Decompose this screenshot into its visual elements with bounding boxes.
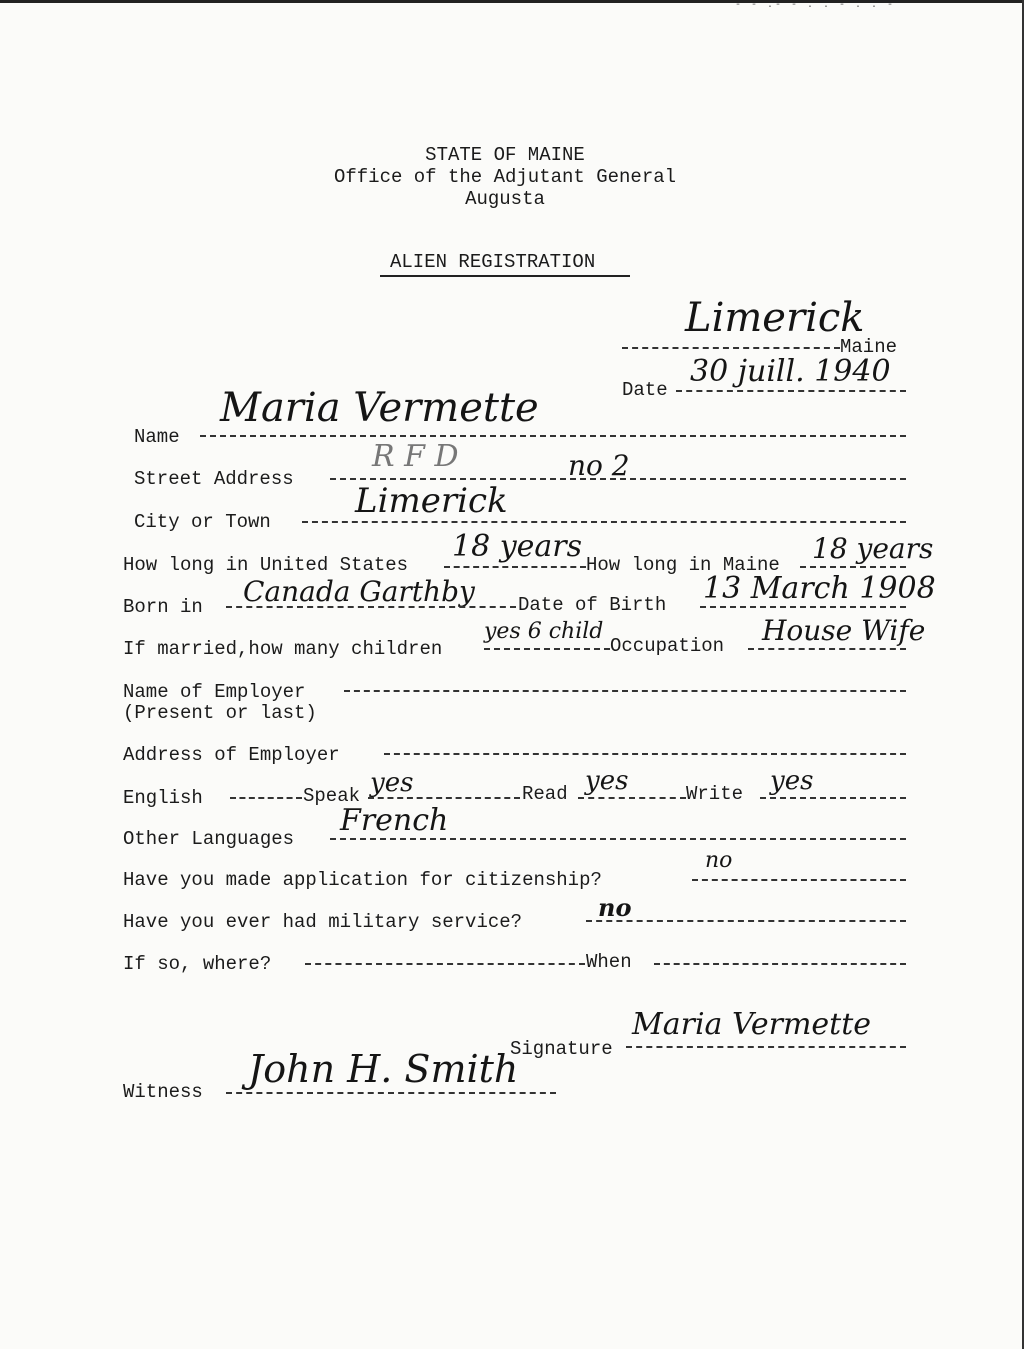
how-long-us-value: 18 years (452, 529, 583, 564)
children-label: If married,how many children (123, 638, 443, 660)
street-value: R F D (372, 439, 459, 474)
street-label: Street Address (134, 468, 294, 490)
how-long-us-label: How long in United States (123, 554, 409, 576)
how-long-maine-value: 18 years (812, 532, 934, 565)
place-maine-label: Maine (840, 336, 898, 358)
name-value: Maria Vermette (220, 385, 539, 431)
other-languages-value: French (340, 803, 449, 838)
how-long-maine-label: How long in Maine (586, 554, 780, 576)
employer-address-label: Address of Employer (123, 744, 340, 766)
form-title: ALIEN REGISTRATION (390, 251, 596, 273)
header-state: STATE OF MAINE (425, 144, 585, 166)
place-handwritten: Limerick (685, 295, 865, 341)
signature-value: Maria Vermette (632, 1007, 872, 1042)
read-value: yes (585, 766, 629, 796)
signature-label: Signature (510, 1038, 613, 1060)
born-in-label: Born in (123, 596, 203, 618)
military-label: Have you ever had military service? (123, 911, 523, 933)
form-title-underline (380, 275, 630, 277)
citizenship-label: Have you made application for citizenship? (123, 869, 602, 891)
children-value: yes 6 child (484, 619, 604, 644)
born-in-value: Canada Garthby (243, 575, 475, 608)
witness-signature: John H. Smith (248, 1047, 519, 1091)
city-value: Limerick (355, 481, 508, 521)
employer-name-sublabel: (Present or last) (123, 702, 317, 724)
occupation-value: House Wife (762, 614, 926, 647)
scan-specks: - - .- - . . - . . - (735, 0, 896, 11)
date-value: 30 juill. 1940 (690, 354, 891, 389)
dob-label: Date of Birth (518, 594, 667, 616)
employer-name-label: Name of Employer (123, 681, 306, 703)
other-languages-label: Other Languages (123, 828, 295, 850)
date-label: Date (622, 379, 668, 401)
citizenship-value: no (705, 848, 733, 873)
military-value: no (598, 893, 632, 922)
english-label: English (123, 787, 203, 809)
when-label: When (586, 951, 632, 973)
header-city: Augusta (465, 188, 545, 210)
dob-value: 13 March 1908 (703, 571, 936, 606)
header-office: Office of the Adjutant General (333, 166, 677, 188)
name-label: Name (134, 426, 180, 448)
where-label: If so, where? (123, 953, 272, 975)
write-value: yes (770, 766, 814, 796)
speak-value: yes (370, 768, 414, 798)
witness-label: Witness (123, 1081, 203, 1103)
street-value-no: no 2 (568, 449, 630, 482)
read-label: Read (522, 783, 568, 805)
occupation-label: Occupation (610, 635, 725, 657)
speak-label: Speak (303, 785, 361, 807)
city-label: City or Town (134, 511, 271, 533)
write-label: Write (686, 783, 744, 805)
